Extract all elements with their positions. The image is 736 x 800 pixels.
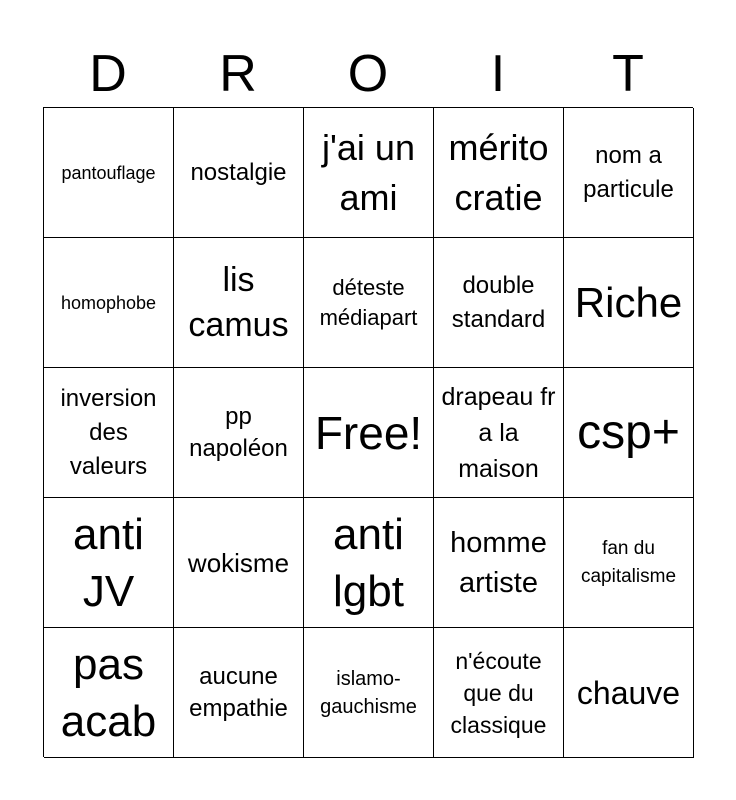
bingo-cell-r2-c1[interactable] [44, 238, 174, 368]
bingo-cell-r2-c5[interactable] [564, 238, 694, 368]
bingo-cell-r5-c5[interactable] [564, 628, 694, 758]
cell-label: wokisme [187, 547, 290, 578]
bingo-cell-r5-c4[interactable] [434, 628, 564, 758]
bingo-cell-r1-c5[interactable] [564, 108, 694, 238]
bingo-cell-r1-c3[interactable] [304, 108, 434, 238]
header-letter-r: R [219, 45, 257, 103]
cell-label: anti lgbt [333, 509, 404, 616]
cell-label: déteste médiapart [319, 274, 418, 330]
bingo-cell-r5-c3[interactable] [304, 628, 434, 758]
bingo-cell-r4-c1[interactable] [44, 498, 174, 628]
cell-label: inversion des valeurs [60, 384, 157, 480]
bingo-cell-r3-c4[interactable] [434, 368, 564, 498]
cell-label: pantouflage [61, 162, 156, 183]
bingo-cell-r4-c4[interactable] [434, 498, 564, 628]
bingo-cell-r2-c2[interactable] [174, 238, 304, 368]
bingo-cell-r2-c3[interactable] [304, 238, 434, 368]
cell-label: lis camus [188, 260, 289, 344]
cell-label: homme artiste [450, 526, 547, 599]
cell-label: chauve [576, 674, 681, 711]
bingo-cell-r1-c1[interactable] [44, 108, 174, 238]
bingo-cell-r4-c5[interactable] [564, 498, 694, 628]
cell-label: homophobe [60, 292, 157, 313]
header-letter-o: O [347, 45, 389, 103]
cell-label: pp napoléon [189, 402, 288, 462]
bingo-grid [43, 107, 693, 757]
cell-label: fan du capitalisme [580, 537, 677, 587]
bingo-cell-r4-c3[interactable] [304, 498, 434, 628]
cell-label: csp+ [577, 405, 680, 459]
bingo-cell-r4-c2[interactable] [174, 498, 304, 628]
free-space-label: Free! [314, 406, 423, 459]
bingo-cell-r2-c4[interactable] [434, 238, 564, 368]
header-letter-d: D [89, 45, 127, 103]
cell-label: drapeau fr a la maison [441, 382, 556, 483]
bingo-cell-r5-c2[interactable] [174, 628, 304, 758]
header-letter-t: T [612, 45, 644, 103]
bingo-cell-r5-c1[interactable] [44, 628, 174, 758]
cell-label: aucune empathie [189, 662, 288, 722]
bingo-cell-r1-c2[interactable] [174, 108, 304, 238]
cell-label: j'ai un ami [322, 126, 415, 218]
bingo-cell-r3-c3[interactable] [304, 368, 434, 498]
cell-label: anti JV [73, 509, 144, 616]
cell-label: nostalgie [190, 158, 287, 186]
bingo-cell-r3-c1[interactable] [44, 368, 174, 498]
cell-label: nom a particule [583, 141, 674, 203]
cell-label: pas acab [60, 639, 157, 746]
cell-label: mérito cratie [448, 126, 549, 218]
cell-label: islamo-gauchisme [320, 667, 417, 718]
bingo-cell-r3-c5[interactable] [564, 368, 694, 498]
bingo-header [43, 40, 693, 108]
header-letter-i: I [490, 45, 506, 103]
cell-label: double standard [451, 271, 546, 333]
cell-label: Riche [574, 278, 683, 326]
bingo-cell-r3-c2[interactable] [174, 368, 304, 498]
bingo-cell-r1-c4[interactable] [434, 108, 564, 238]
cell-label: n'écoute que du classique [450, 647, 547, 738]
